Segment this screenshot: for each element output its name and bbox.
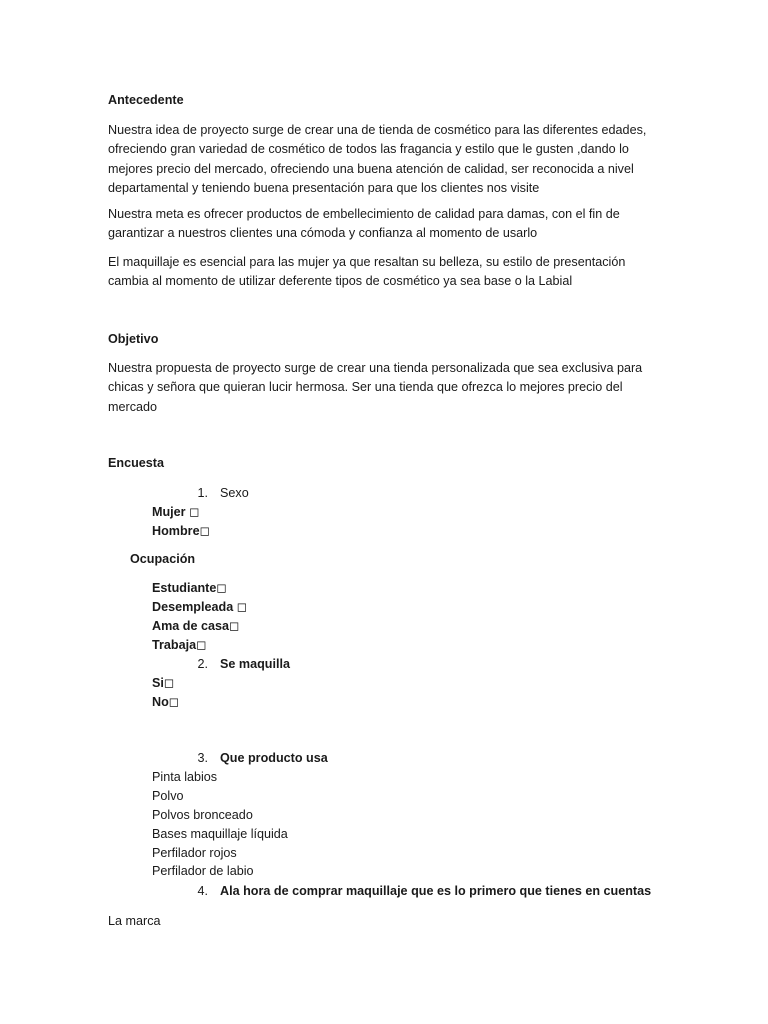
antecedente-heading: Antecedente bbox=[108, 93, 184, 107]
checkbox-icon: ◻ bbox=[196, 638, 207, 652]
antecedente-paragraph-3 bbox=[108, 253, 668, 292]
option-estudiante: Estudiante◻ bbox=[152, 581, 227, 595]
question-2 bbox=[186, 657, 290, 671]
question-number: 3. bbox=[197, 751, 208, 765]
question-label: Ala hora de comprar maquillaje que es lo primero que tienes en cuentas bbox=[220, 884, 652, 898]
option-bases-maquillaje: Bases maquillaje líquida bbox=[152, 827, 288, 841]
checkbox-icon: ◻ bbox=[199, 524, 211, 538]
antecedente-paragraph-1 bbox=[108, 121, 668, 198]
question-4 bbox=[186, 884, 651, 898]
text-line: Nuestra propuesta de proyecto surge de crear una tienda personalizada que sea exclusiva para bbox=[108, 361, 643, 375]
question-number: 2. bbox=[197, 657, 208, 671]
objetivo-paragraph bbox=[108, 359, 668, 417]
question-label: Que producto usa bbox=[220, 751, 328, 765]
option-desempleada: Desempleada ◻ bbox=[152, 600, 248, 614]
option-ama-de-casa: Ama de casa◻ bbox=[152, 619, 240, 633]
checkbox-icon: ◻ bbox=[163, 676, 175, 690]
checkbox-icon: ◻ bbox=[216, 581, 227, 595]
option-perfilador-rojos: Perfilador rojos bbox=[152, 846, 237, 860]
question-1 bbox=[186, 486, 249, 500]
checkbox-icon: ◻ bbox=[229, 619, 240, 633]
option-si: Si◻ bbox=[152, 676, 175, 690]
option-pinta-labios: Pinta labios bbox=[152, 770, 218, 784]
text-line: El maquillaje es esencial para las mujer ya que resaltan su belleza, su estilo de presentación bbox=[108, 255, 626, 269]
text-line: Nuestra meta es ofrecer productos de embellecimiento de calidad para damas, con el fin de bbox=[108, 207, 620, 221]
antecedente-paragraph-2 bbox=[108, 205, 668, 244]
question-label: Sexo bbox=[220, 486, 249, 500]
text-line: mejores precio del mercado, ofreciendo una buena atención de calidad, ser reconocida a nivel bbox=[108, 161, 634, 176]
question-label: Se maquilla bbox=[220, 657, 290, 671]
question-number: 1. bbox=[197, 486, 208, 500]
option-mujer: Mujer ◻ bbox=[152, 505, 200, 519]
text-line: mercado bbox=[108, 399, 157, 414]
encuesta-heading: Encuesta bbox=[108, 456, 164, 470]
checkbox-icon: ◻ bbox=[189, 505, 200, 519]
ocupacion-label: Ocupación bbox=[130, 552, 196, 566]
option-perfilador-labio: Perfilador de labio bbox=[152, 864, 254, 878]
text-line: ofreciendo gran variedad de cosmético de todos las fragancia y estilo que le gusten ,dando lo bbox=[108, 142, 629, 157]
text-line: chicas y señora que quieran lucir hermosa. Ser una tienda que ofrezca lo mejores precio del bbox=[108, 380, 623, 395]
text-line: cambia al momento de utilizar deferente tipos de cosmético ya sea base o la Labial bbox=[108, 274, 573, 289]
text-line: garantizar a nuestros clientes una cómoda y confianza al momento de usarlo bbox=[108, 226, 538, 241]
objetivo-heading: Objetivo bbox=[108, 332, 159, 346]
option-trabaja: Trabaja◻ bbox=[152, 638, 207, 652]
text-line: departamental y teniendo buena presentación para que los clientes nos visite bbox=[108, 180, 540, 195]
text-line: Nuestra idea de proyecto surge de crear una de tienda de cosmético para las diferentes edades, bbox=[108, 123, 647, 137]
question-number: 4. bbox=[197, 884, 208, 898]
question-3 bbox=[186, 751, 328, 765]
option-no: No◻ bbox=[152, 695, 180, 709]
option-polvo: Polvo bbox=[152, 789, 184, 803]
option-polvos-bronceado: Polvos bronceado bbox=[152, 808, 253, 822]
checkbox-icon: ◻ bbox=[236, 600, 248, 614]
answer-la-marca: La marca bbox=[108, 914, 161, 928]
option-hombre: Hombre◻ bbox=[152, 524, 211, 538]
checkbox-icon: ◻ bbox=[168, 695, 180, 709]
